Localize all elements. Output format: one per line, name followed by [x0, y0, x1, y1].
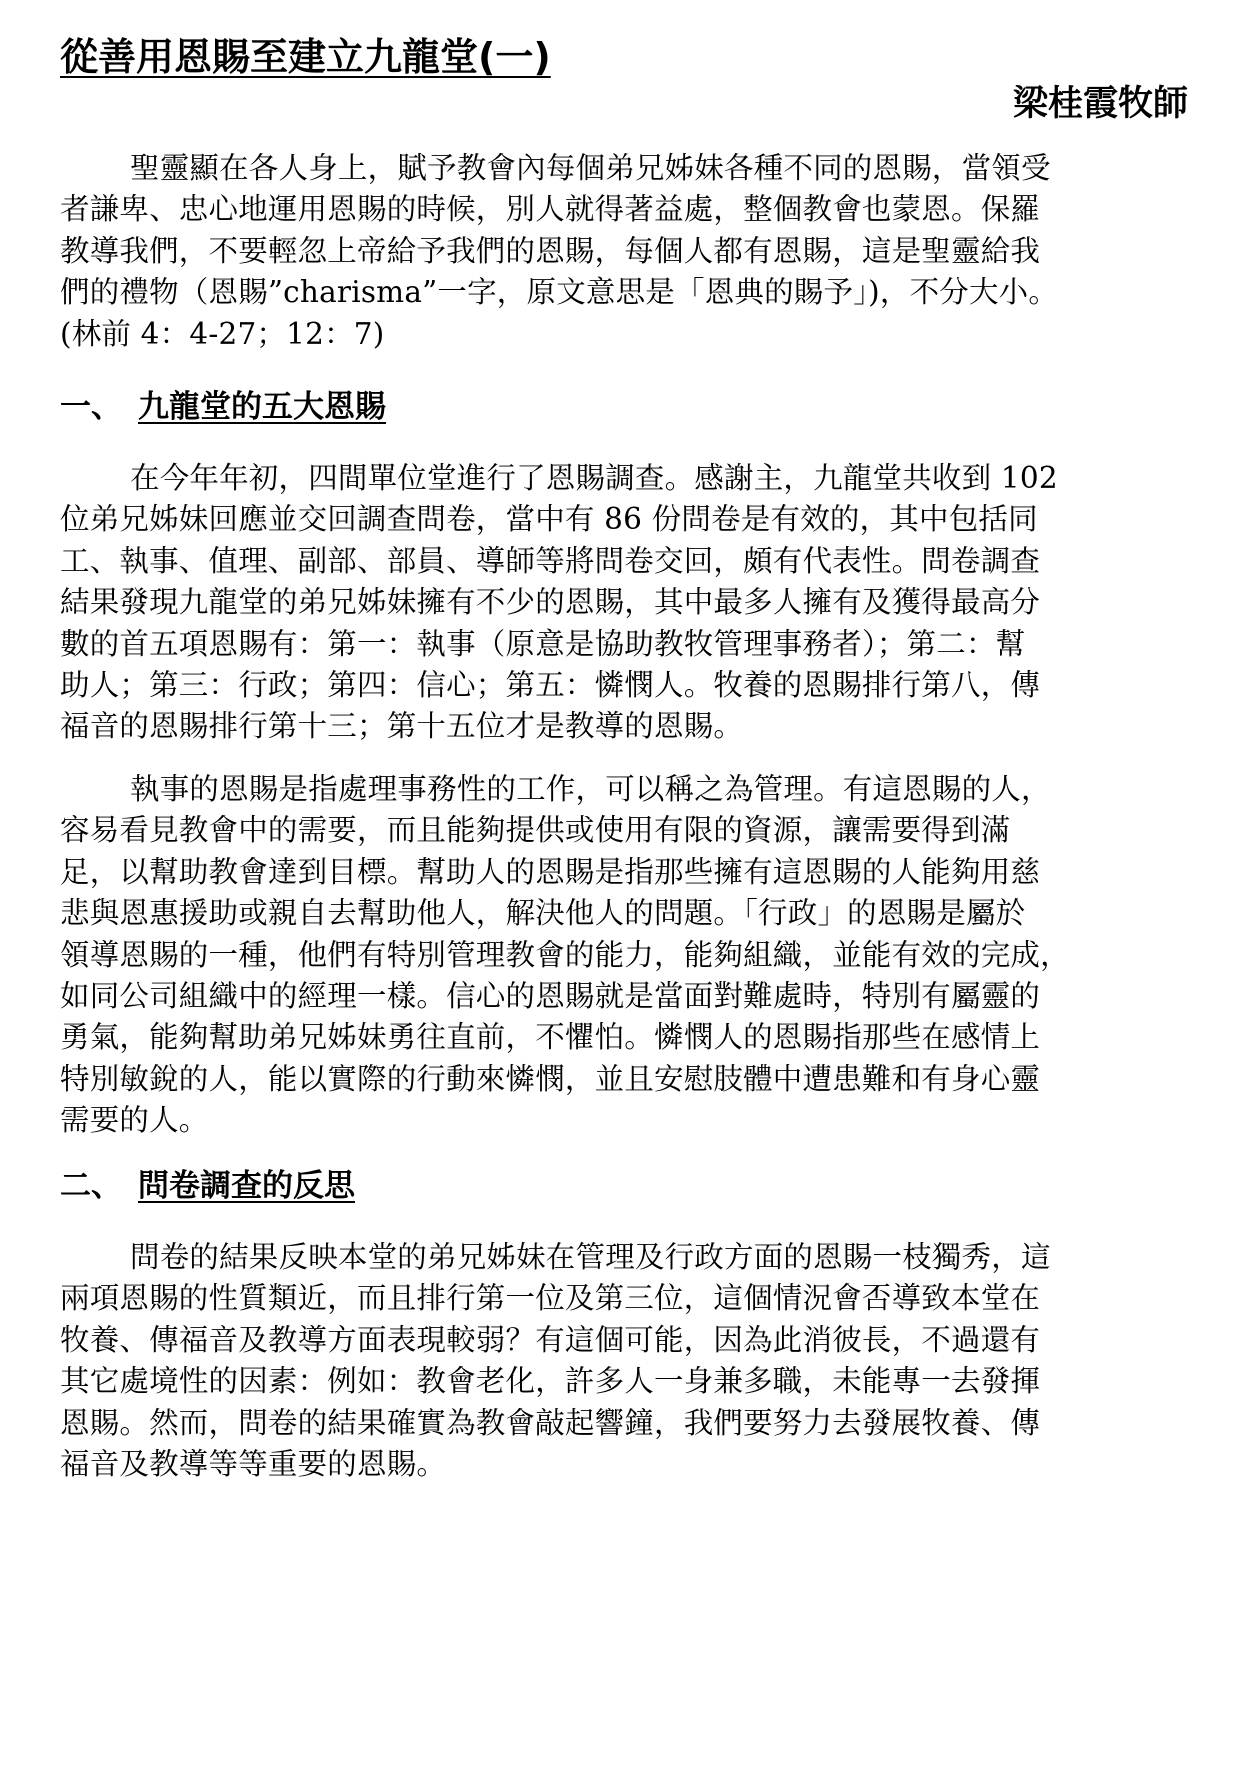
paragraph-line: 執事的恩賜是指處理事務性的工作，可以稱之為管理。有這恩賜的人，: [130, 772, 1051, 806]
paragraph-line: 教導我們，不要輕忽上帝給予我們的恩賜，每個人都有恩賜，這是聖靈給我: [60, 233, 1041, 268]
paragraph-line: 如同公司組織中的經理一樣。信心的恩賜就是當面對難處時，特別有屬靈的: [60, 979, 1041, 1014]
paragraph-line: 們的禮物（恩賜”charisma”一字，原文意思是「恩典的賜予」)，不分大小。: [60, 275, 1059, 310]
paragraph-line: 容易看見教會中的需要，而且能夠提供或使用有限的資源，讓需要得到滿: [60, 813, 1011, 848]
paragraph-line: (林前 4：4-27；12：7): [60, 316, 385, 351]
paragraph-line: 足，以幫助教會達到目標。幫助人的恩賜是指那些擁有這恩賜的人能夠用慈: [60, 854, 1041, 889]
paragraph-line: 聖靈顯在各人身上，賦予教會內每個弟兄姊妹各種不同的恩賜，當領受: [130, 151, 1051, 185]
section-1-paragraph-2: [60, 769, 1188, 1142]
section-1-heading: [60, 384, 386, 430]
document-title: 從善用恩賜至建立九龍堂(一): [60, 35, 551, 79]
section-1-number: 一、: [60, 389, 122, 425]
paragraph-line: 福音的恩賜排行第十三；第十五位才是教導的恩賜。: [60, 709, 744, 744]
paragraph-line: 其它處境性的因素：例如：教會老化，許多人一身兼多職，未能專一去發揮: [60, 1364, 1041, 1399]
paragraph-line: 領導恩賜的一種，他們有特別管理教會的能力，能夠組織，並能有效的完成，: [60, 937, 1070, 972]
section-2-paragraph-1: [60, 1237, 1188, 1485]
section-2-heading: [60, 1163, 355, 1209]
paragraph-line: 工、執事、值理、副部、部員、導師等將問卷交回，頗有代表性。問卷調查: [60, 543, 1041, 578]
paragraph-line: 者謙卑、忠心地運用恩賜的時候，別人就得著益處，整個教會也蒙恩。保羅: [60, 192, 1041, 227]
intro-paragraph: [60, 148, 1188, 355]
paragraph-line: 勇氣，能夠幫助弟兄姊妹勇往直前，不懼怕。憐憫人的恩賜指那些在感情上: [60, 1020, 1041, 1055]
paragraph-line: 需要的人。: [60, 1103, 209, 1138]
paragraph-line: 結果發現九龍堂的弟兄姊妹擁有不少的恩賜，其中最多人擁有及獲得最高分: [60, 585, 1041, 620]
section-1-paragraph-1: [60, 458, 1188, 748]
section-1-title: 九龍堂的五大恩賜: [138, 389, 386, 425]
section-2-title: 問卷調查的反思: [138, 1168, 355, 1204]
paragraph-line: 兩項恩賜的性質類近，而且排行第一位及第三位，這個情況會否導致本堂在: [60, 1281, 1041, 1316]
paragraph-line: 福音及教導等等重要的恩賜。: [60, 1447, 447, 1482]
document-author: 梁桂霞牧師: [1012, 84, 1188, 124]
section-2-number: 二、: [60, 1168, 122, 1204]
paragraph-line: 悲與恩惠援助或親自去幫助他人，解決他人的問題。「行政」的恩賜是屬於: [60, 896, 1026, 931]
paragraph-line: 牧養、傳福音及教導方面表現較弱？有這個可能，因為此消彼長，不過還有: [60, 1322, 1041, 1357]
paragraph-line: 在今年年初，四間單位堂進行了恩賜調查。感謝主，九龍堂共收到 102: [130, 461, 1058, 495]
paragraph-line: 助人；第三：行政；第四：信心；第五：憐憫人。牧養的恩賜排行第八，傳: [60, 668, 1041, 703]
paragraph-line: 問卷的結果反映本堂的弟兄姊妹在管理及行政方面的恩賜一枝獨秀，這: [130, 1240, 1051, 1274]
paragraph-line: 恩賜。然而，問卷的結果確實為教會敲起響鐘，我們要努力去發展牧養、傳: [60, 1405, 1041, 1440]
paragraph-line: 數的首五項恩賜有：第一：執事（原意是協助教牧管理事務者）；第二：幫: [60, 626, 1026, 661]
paragraph-line: 位弟兄姊妹回應並交回調查問卷，當中有 86 份問卷是有效的，其中包括同: [60, 502, 1038, 537]
paragraph-line: 特別敏銳的人，能以實際的行動來憐憫，並且安慰肢體中遭患難和有身心靈: [60, 1061, 1041, 1096]
